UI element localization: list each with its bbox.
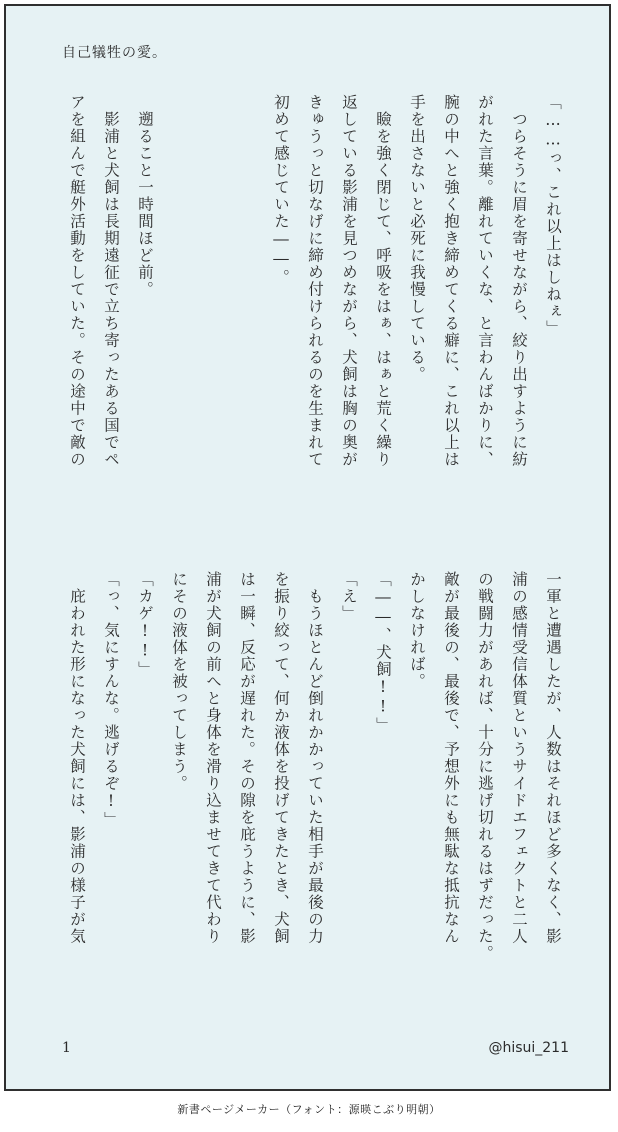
text-column: 腕の中へと強く抱き締めてくる癖に、これ以上は bbox=[442, 94, 460, 468]
text-column: がれた言葉。離れていくな、と言わんばかりに、 bbox=[476, 94, 494, 468]
text-column: 返している影浦を見つめながら、犬飼は胸の奥が bbox=[340, 94, 358, 468]
text-column: 初めて感じていた――。 bbox=[272, 94, 290, 286]
text-column: 「カゲ!!」 bbox=[136, 571, 154, 678]
text-column: 「――、犬飼!!」 bbox=[374, 571, 392, 734]
text-column: 「……っ、これ以上はしねぇ」 bbox=[544, 94, 562, 337]
text-column: 瞼を強く閉じて、呼吸をはぁ、はぁと荒く繰り bbox=[374, 94, 392, 468]
text-column: つらそうに眉を寄せながら、絞り出すように紡 bbox=[510, 94, 528, 468]
text-column: きゅうっと切なげに締め付けられるのを生まれて bbox=[306, 94, 324, 468]
text-column: 手を出さないと必死に我慢している。 bbox=[408, 94, 426, 383]
text-column: 浦が犬飼の前へと身体を滑り込ませてきて代わり bbox=[204, 571, 222, 945]
text-column: は一瞬、反応が遅れた。その隙を庇うように、影 bbox=[238, 571, 256, 945]
text-column: 浦の感情受信体質というサイドエフェクトと二人 bbox=[510, 571, 528, 945]
text-column: もうほとんど倒れかかっていた相手が最後の力 bbox=[306, 571, 324, 945]
text-column: 庇われた形になった犬飼には、影浦の様子が気 bbox=[68, 571, 86, 945]
chapter-title: 自己犠牲の愛。 bbox=[62, 45, 167, 61]
text-column: アを組んで艇外活動をしていた。その途中で敵の bbox=[68, 94, 86, 468]
text-column: かしなければ。 bbox=[408, 571, 426, 690]
text-column: 影浦と犬飼は長期遠征で立ち寄ったある国でペ bbox=[102, 94, 120, 468]
text-column: の戦闘力があれば、十分に逃げ切れるはずだった。 bbox=[476, 571, 494, 962]
credit-footer: 新書ページメーカー（フォント：源暎こぶり明朝） bbox=[177, 1103, 441, 1116]
text-column: 敵が最後の、最後で、予想外にも無駄な抵抗なん bbox=[442, 571, 460, 945]
text-column: にその液体を被ってしまう。 bbox=[170, 571, 188, 792]
text-column: 遡ること一時間ほど前。 bbox=[136, 94, 154, 298]
text-column: 「え」 bbox=[340, 571, 358, 622]
text-column: 一軍と遭遇したが、人数はそれほど多くなく、影 bbox=[544, 571, 562, 945]
text-column: を振り絞って、何か液体を投げてきたとき、犬飼 bbox=[272, 571, 290, 945]
author-handle: @hisui_211 bbox=[488, 1040, 569, 1056]
page-number: 1 bbox=[62, 1040, 71, 1056]
text-column: 「っ、気にすんな。逃げるぞ!」 bbox=[102, 571, 120, 829]
book-page bbox=[4, 4, 611, 1091]
